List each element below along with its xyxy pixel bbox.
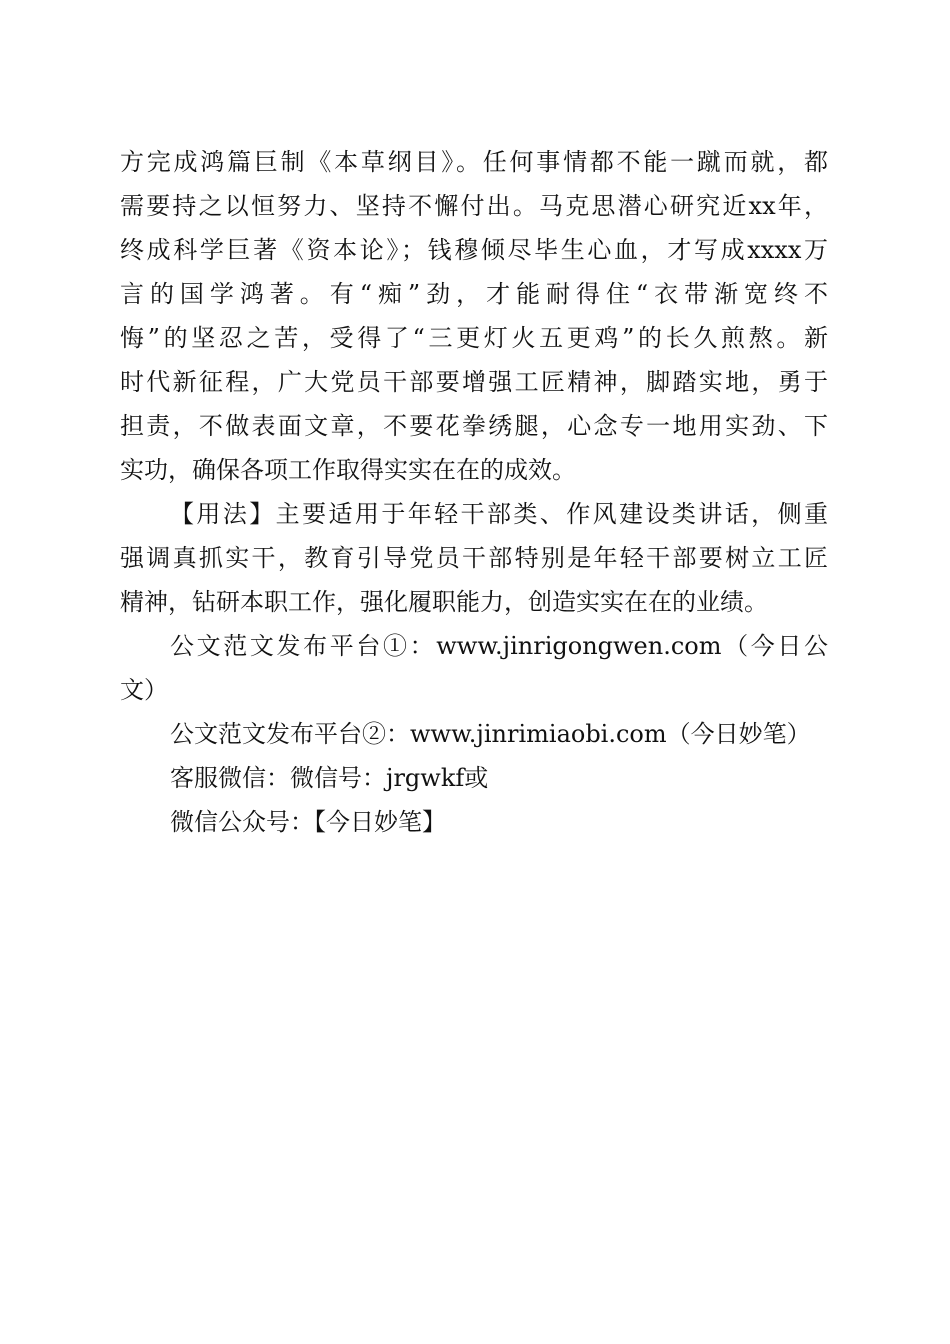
paragraph-usage [120,492,828,624]
document-body [120,140,828,844]
usage-line: 【用法】主要适用于年轻干部类、作风建设类讲话，侧重 [170,500,828,528]
text-line: 悔”的坚忍之苦，受得了“三更灯火五更鸡”的长久煎熬。新 [120,324,828,352]
paragraph-main [120,140,828,492]
text-line: 时代新征程，广大党员干部要增强工匠精神，脚踏实地，勇于 [120,368,828,396]
text-line: 终成科学巨著《资本论》；钱穆倾尽毕生心血，才写成xxxx万 [120,236,828,264]
text-line: 需要持之以恒努力、坚持不懈付出。马克思潜心研究近xx年， [120,192,828,220]
text-line: 实功，确保各项工作取得实实在在的成效。 [120,456,576,484]
platform-one-line: 公文范文发布平台①：www.jinrigongwen.com（今日公 [170,632,828,660]
text-line: 方完成鸿篇巨制《本草纲目》。任何事情都不能一蹴而就，都 [120,148,828,176]
public-account: 微信公众号：【今日妙笔】 [170,808,446,836]
usage-line: 强调真抓实干，教育引导党员干部特别是年轻干部要树立工匠 [120,544,828,572]
service-wechat: 客服微信：微信号：jrgwkf或 [170,764,489,792]
platform-two: 公文范文发布平台②：www.jinrimiaobi.com（今日妙笔） [170,720,811,748]
platform-one [120,624,828,712]
text-line: 担责，不做表面文章，不要花拳绣腿，心念专一地用实劲、下 [120,412,828,440]
text-line: 言的国学鸿著。有“痴”劲，才能耐得住“衣带渐宽终不 [120,280,828,308]
platform-one-line: 文） [120,676,168,704]
usage-line: 精神，钻研本职工作，强化履职能力，创造实实在在的业绩。 [120,588,768,616]
